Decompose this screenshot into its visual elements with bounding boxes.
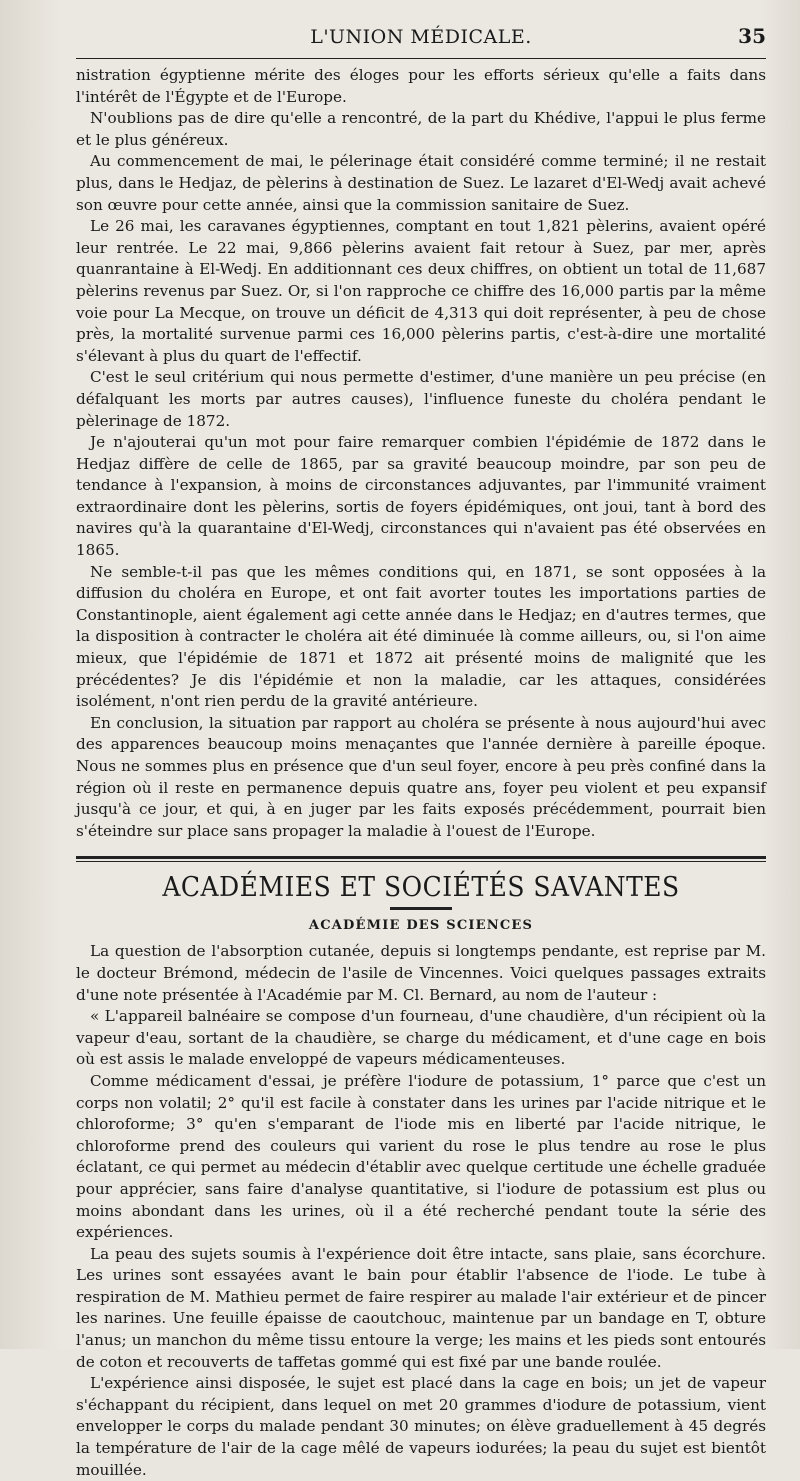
paragraph: En conclusion, la situation par rapport au choléra se présente à nous aujourd'hui avec des apparences beaucoup moins menaçantes que l'année dernière à pareille époque. Nous ne sommes plus en présence que d'un seul foyer, encore à peu près confiné dans la région où il reste en permanence depuis quatre ans, foyer peu violent et peu expansif jusqu'à ce jour, et qui, à en juger par les faits exposés précédemment, pourrait bien s'éteindre sur place sans propager la maladie à l'ouest de l'Europe. xyxy=(76,713,766,840)
paragraph: L'expérience ainsi disposée, le sujet est placé dans la cage en bois; un jet de vapeur s'échappant du récipient, dans lequel on met 20 grammes d'iodure de potassium, vient envelopper le corps du malade pendant 30 minutes; on élève graduellement à 45 degrés la température de l'air de la cage mêlé de vapeurs iodurées; la peau du sujet est bientôt mouillée. xyxy=(76,1374,766,1479)
section-subtitle: ACADÉMIE DES SCIENCES xyxy=(308,918,534,934)
paragraph: Je n'ajouterai qu'un mot pour faire remarquer combien l'épidémie de 1872 dans le Hedjaz diffère de celle de 1865, par sa gravité beaucoup moindre, par son peu de tendance à l'expansion, à moins de circonstances adjuvantes, par l'immunité vraiment extraordinaire dont les pèlerins, sortis de foyers épidémiques, ont joui, tant à bord des navires qu'à la quarantaine d'El-Wedj, circonstances qui n'avaient pas été observées en 1865. xyxy=(76,433,766,560)
paragraph: Ne semble-t-il pas que les mêmes conditions qui, en 1871, se sont opposées à la diffusion du choléra en Europe, et ont fait avorter toutes les importations parties de Constantinople, aient également agi cette année dans le Hedjaz; en d'autres termes, que la disposition à contracter le choléra ait été diminuée là comme ailleurs, ou, si l'on aime mieux, que l'épidémie de 1871 et 1872 ait présenté moins de malignité que les précédentes? Je dis l'épidémie et non la maladie, car les attaques, considérées isolément, n'ont rien perdu de la gravité antérieure. xyxy=(76,562,766,711)
paragraph: nistration égyptienne mérite des éloges pour les efforts sérieux qu'elle a faits dans l'intérêt de l'Égypte et de l'Europe. xyxy=(76,66,766,106)
section-divider xyxy=(76,856,766,862)
paragraph: C'est le seul critérium qui nous permette d'estimer, d'une manière un peu précise (en défalquant les morts par autres causes), l'influence funeste du choléra pendant le pèlerinage de 1872. xyxy=(76,368,766,430)
header-rule xyxy=(76,58,766,59)
paragraph: N'oublions pas de dire qu'elle a rencontré, de la part du Khédive, l'appui le plus ferme et le plus généreux. xyxy=(76,109,766,149)
running-title: L'UNION MÉDICALE. xyxy=(310,26,532,48)
paragraph: « L'appareil balnéaire se compose d'un fourneau, d'une chaudière, d'un récipient où la vapeur d'eau, sortant de la chaudière, se charge du médicament, et d'une cage en bois où est assis le malade enveloppé de vapeurs médicamenteuses. xyxy=(76,1007,766,1069)
title-underline xyxy=(390,907,452,910)
paragraph: Comme médicament d'essai, je préfère l'iodure de potassium, 1° parce que c'est un corps non volatil; 2° qu'il est facile à constater dans les urines par l'acide nitrique et le chloroforme; 3° qu'en s'emparant de l'iode mis en liberté par l'acide nitrique, le chloroforme prend des couleurs qui varient du rose le plus tendre au rose le plus éclatant, ce qui permet au médecin d'établir avec quelque certitude une échelle graduée pour apprécier, sans faire d'analyse quantitative, si l'iodure de potassium est plus ou moins abondant dans les urines, où il a été recherché pendant toute la série des expériences. xyxy=(76,1071,766,1242)
article-body xyxy=(76,65,766,842)
running-head xyxy=(76,18,766,52)
paragraph: La peau des sujets soumis à l'expérience doit être intacte, sans plaie, sans écorchure. Les urines sont essayées avant le bain pour établir l'absence de l'iode. Le tube à respiration de M. Mathieu permet de faire respirer au malade l'air extérieur et de pincer les narines. Une feuille épaisse de caoutchouc, maintenue par un bandage en T, obture l'anus; un manchon du même tissu entoure la verge; les mains et les pieds sont entourés de coton et recouverts de taffetas gommé qui est fixé par une bande roulée. xyxy=(76,1244,766,1371)
paragraph: Au commencement de mai, le pélerinage était considéré comme terminé; il ne restait plus, dans le Hedjaz, de pèlerins à destination de Suez. Le lazaret d'El-Wedj avait achevé son œuvre pour cette année, ainsi que la commission sanitaire de Suez. xyxy=(76,152,766,214)
section-title: ACADÉMIES ET SOCIÉTÉS SAVANTES xyxy=(162,870,680,903)
paragraph: Le 26 mai, les caravanes égyptiennes, comptant en tout 1,821 pèlerins, avaient opéré leur rentrée. Le 22 mai, 9,866 pèlerins avaient fait retour à Suez, par mer, après quanrantaine à El-Wedj. En additionnant ces deux chiffres, on obtient un total de 11,687 pèlerins revenus par Suez. Or, si l'on rapproche ce chiffre des 16,000 partis par la même voie pour La Mecque, on trouve un déficit de 4,313 qui doit représenter, à peu de chose près, la mortalité survenue parmi ces 16,000 pèlerins partis, c'est-à-dire une mortalité s'élevant à plus du quart de l'effectif. xyxy=(76,217,766,365)
paragraph: La question de l'absorption cutanée, depuis si longtemps pendante, est reprise par M. le docteur Brémond, médecin de l'asile de Vincennes. Voici quelques passages extraits d'une note présentée à l'Académie par M. Cl. Bernard, au nom de l'auteur : xyxy=(76,942,766,1004)
section-body xyxy=(76,941,766,1481)
page-number: 35 xyxy=(738,24,766,48)
